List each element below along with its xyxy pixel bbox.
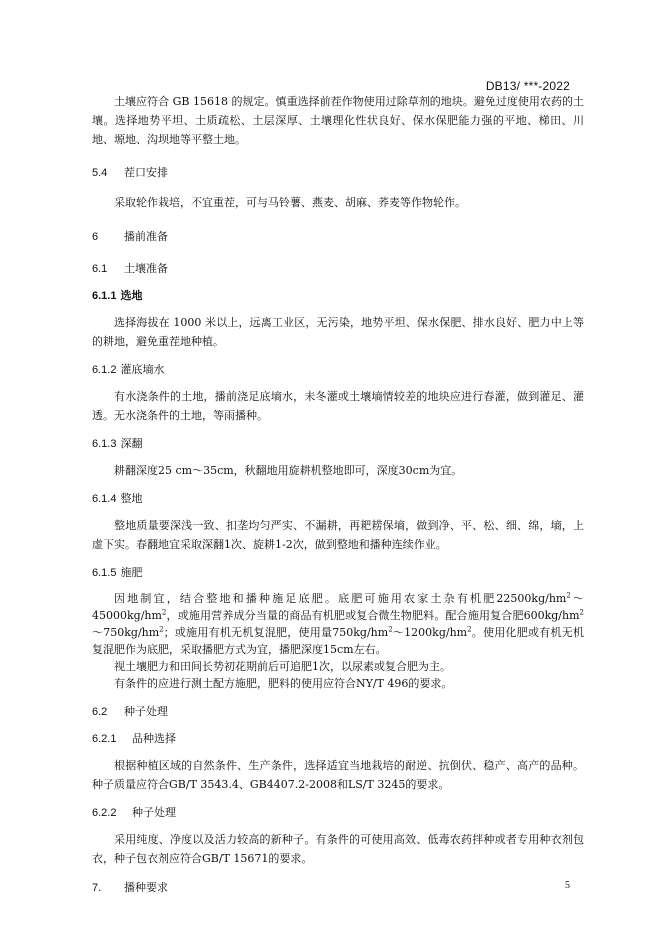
heading-6-1: [92, 261, 584, 277]
heading-number: 6.1.4: [92, 493, 117, 505]
paragraph-irrigation: 有水浇条件的土地，播前浇足底墒水，未冬灌或土壤墒情较差的地块应进行春灌，做到灌足、灌透。无水浇条件的土地，等雨播种。: [92, 390, 584, 422]
paragraph-soil-testing: 有条件的应进行测土配方施肥，肥料的使用应符合NY/T 496的要求。: [114, 677, 453, 690]
heading-number: 6.1.1: [92, 290, 117, 302]
heading-5-4: [92, 165, 584, 181]
heading-title: 土壤准备: [124, 263, 168, 275]
page-content: [92, 92, 584, 896]
heading-6-2-1: [92, 731, 584, 747]
paragraph-site-selection: 选择海拔在 1000 米以上，远离工业区，无污染，地势平坦、保水保肥、排水良好、肥力中上等的耕地，避免重茬地种植。: [92, 316, 584, 348]
text-run: ～45000kg/hm: [92, 592, 584, 622]
heading-title: 施肥: [120, 567, 143, 579]
heading-6-1-5: [92, 565, 584, 581]
paragraph-fertilization: [92, 590, 584, 658]
heading-title: 深翻: [120, 438, 143, 450]
heading-7: [92, 880, 584, 896]
heading-6-2: [92, 704, 584, 720]
superscript: 2: [566, 591, 571, 600]
superscript: 2: [388, 625, 393, 634]
superscript: 2: [161, 608, 167, 617]
heading-title: 整地: [120, 493, 143, 505]
heading-title: 播前准备: [124, 231, 168, 243]
text-run: ～750kg/hm: [92, 626, 160, 639]
paragraph-seed-treatment: 采用纯度、净度以及活力较高的新种子。有条件的可使用高效、低毒农药拌种或者专用种衣剂包衣，种子包衣剂应符合GB/T 15671的要求。: [92, 833, 584, 865]
superscript: 2: [159, 625, 164, 634]
text-run: 。使用化肥或有机无机复混肥作为底肥，采取播肥方式为宜，播肥深度15cm左右。: [92, 626, 584, 656]
heading-number: 6.2.2: [92, 807, 117, 819]
text-run: 因地制宜，结合整地和播种施足底肥。底肥可施用农家土杂有机肥22500kg/hm: [114, 592, 567, 605]
paragraph-deep-plowing: 耕翻深度25 cm～35cm，秋翻地用旋耕机整地即可，深度30cm为宜。: [114, 464, 463, 477]
text-run: ～1200kg/hm: [392, 626, 468, 639]
heading-title: 种子处理: [132, 807, 176, 819]
heading-6-1-2: [92, 362, 584, 378]
paragraph-rotation: 采取轮作栽培，不宜重茬，可与马铃薯、燕麦、胡麻、荞麦等作物轮作。: [114, 196, 466, 209]
heading-number: 5.4: [92, 167, 108, 179]
heading-number: 6.2: [92, 706, 108, 718]
heading-6-1-3: [92, 436, 584, 452]
heading-title: 播种要求: [124, 882, 168, 894]
paragraph-land-preparation: 整地质量要深浅一致、扣垄均匀严实、不漏耕，再耙耢保墒，做到净、平、松、细、绵，墒，上虚下实。春翻地宜采取深翻1次、旋耕1-2次，做到整地和播种连续作业。: [92, 519, 584, 551]
heading-number: 6.1.5: [92, 567, 117, 579]
text-run: ，或施用营养成分当量的商品有机肥或复合微生物肥料。配合施用复合肥600kg/hm: [166, 609, 580, 622]
paragraph-soil-requirements: 土壤应符合 GB 15618 的规定。慎重选择前茬作物使用过除草剂的地块。避免过度使用农药的土壤。选择地势平坦、土质疏松、土层深厚、土壤理化性状良好、保水保肥能力强的平地、梯田、川地、塬地、沟坝地等平整土地。: [92, 95, 584, 146]
heading-number: 6.1: [92, 263, 108, 275]
heading-6-2-2: [92, 805, 584, 821]
document-code: DB13/ ***-2022: [485, 79, 570, 93]
heading-6-1-4: [92, 491, 584, 507]
heading-number: 6: [92, 231, 99, 243]
heading-title: 种子处理: [124, 706, 168, 718]
heading-title: 灌底墒水: [120, 364, 165, 376]
paragraph-topdressing: 视土壤肥力和田间长势初花期前后可追肥1次，以尿素或复合肥为主。: [114, 660, 451, 673]
text-run: ；或施用有机无机复混肥，使用量750kg/hm: [163, 626, 389, 639]
heading-number: 6.2.1: [92, 733, 117, 745]
superscript: 2: [579, 608, 584, 617]
heading-number: 6.1.2: [92, 364, 117, 376]
heading-6: [92, 229, 584, 245]
page-number: 5: [565, 880, 570, 891]
heading-title: 茬口安排: [124, 167, 168, 179]
heading-title: 品种选择: [132, 733, 176, 745]
heading-6-1-1: [92, 288, 584, 304]
heading-title: 选地: [120, 290, 143, 302]
heading-number: 6.1.3: [92, 438, 117, 450]
paragraph-variety-selection: 根据种植区域的自然条件、生产条件，选择适宜当地栽培的耐逆、抗倒伏、稳产、高产的品种。种子质量应符合GB/T 3543.4、GB4407.2-2008和LS/T 3245的要求。: [92, 759, 584, 791]
heading-number: 7.: [92, 882, 102, 894]
superscript: 2: [467, 625, 472, 634]
